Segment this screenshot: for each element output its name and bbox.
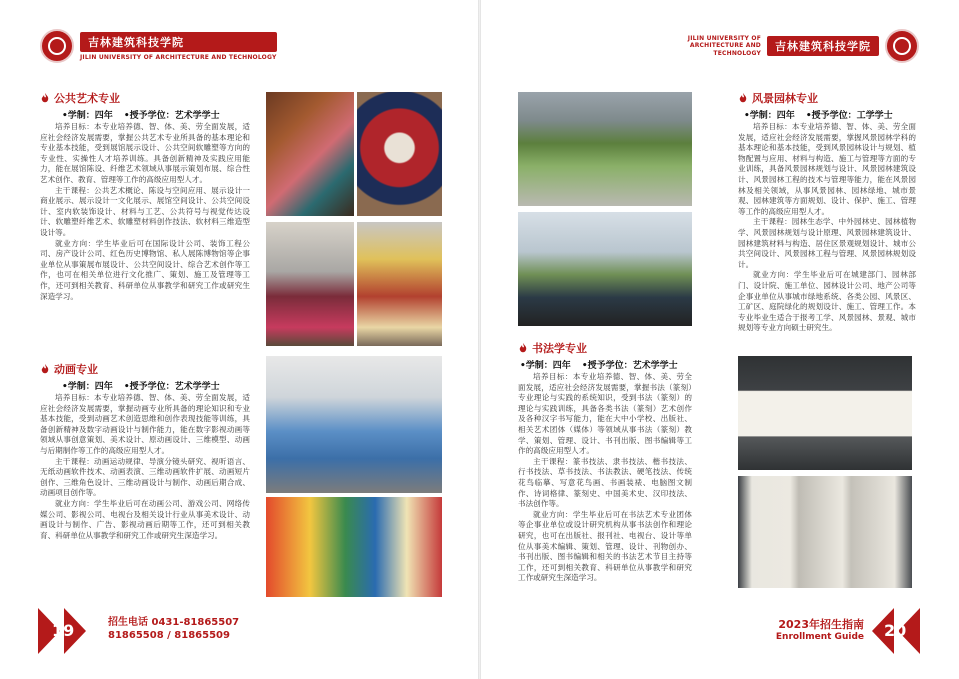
career-direction: 就业方向：学生毕业后可在动画公司、游戏公司、网络传媒公司、影视公司、电视台及相关设计行业从事美术设计、动画设计与制作、广告、影视动画后期等工作，还可到相关教育、科研单位从事教学和研究工作或研究生深造学习。 bbox=[40, 498, 250, 540]
career-direction: 就业方向：学生毕业后可在书法艺术专业团体等企事业单位或设计研究机构从事书法创作和理论研究，也可在出版社、报刊社、电视台、设计等单位从事美术编辑、策划、管理、设计、刊物创办、书刊出版、图书编辑和相关的书法艺术节目主持等工作，还可到相关教育、科研单位从事教学和研究工作或研究生深造学习。 bbox=[518, 509, 692, 583]
enrollment-phone: 招生电话 0431-81865507 81865508 / 81865509 bbox=[108, 617, 240, 641]
page-number: 20 bbox=[884, 621, 907, 640]
section-title: 公共艺术专业 bbox=[40, 90, 250, 106]
header-left bbox=[40, 28, 277, 64]
section-animation bbox=[40, 361, 250, 541]
training-goal: 培养目标：本专业培养德、智、体、美、劳全面发展，适应社会经济发展需要，掌握动画专业所具备的理论知识和专业基本技能，受到动画艺术创造思维和创作表现技能等训练，具备创新精神及数字动画设计与制作能力，能在数字影视动画等领域从事创意策划、美术设计、原动画设计、三维模型、动画与后期制作等工作的高级应用型人才。 bbox=[40, 393, 250, 455]
flame-icon bbox=[40, 364, 50, 374]
enrollment-guide: 2023年招生指南 Enrollment Guide bbox=[775, 618, 864, 642]
page-number: 19 bbox=[52, 621, 75, 640]
section-public-art bbox=[40, 90, 250, 302]
header-right bbox=[671, 28, 919, 64]
brand-en: JILIN UNIVERSITY OF ARCHITECTURE AND TECHNOLOGY bbox=[687, 35, 761, 57]
main-courses: 主干课程：动画运动规律、导演分镜头研究、视听语言、无纸动画软件技术、动画表演、三维动画软件扩展、动画短片创作、三维角色设计、三维动画设计与制作、动画后期合成、动画项目创作等。 bbox=[40, 456, 250, 498]
section-calligraphy bbox=[518, 340, 692, 584]
main-courses: 主干课程：篆书技法、隶书技法、楷书技法、行书技法、草书技法、书法教法、硬笔技法、传统花鸟临摹、写意花鸟画、书画装裱、电脑图文制作、诗词格律、篆刻史、中国美术史、汉印技法、书法创作等。 bbox=[518, 456, 692, 509]
section-meta: •学制：四年 •授予学位：工学学士 bbox=[744, 111, 893, 121]
training-goal: 培养目标：本专业培养德、智、体、美、劳全面发展，适应社会经济发展需要，掌握风景园林学科的基本理论和基本技能，受到风景园林设计与规划、植物配置与应用、材料与构造、施工与管理等方面的专业训练，具备风景园林规划与设计、风景园林建筑设计、风景园林工程的技术与管理等能力，能在风景园林及相关领域，从事风景园林、园林绿地、城市景观、园林建筑等方面规划、设计、保护、施工、管理等工作的高级应用型人才。 bbox=[738, 122, 916, 216]
university-seal-icon bbox=[885, 29, 919, 63]
main-courses: 主干课程：公共艺术概论、陈设与空间应用、展示设计一商业展示、展示设计一文化展示、展馆空间设计、公共空间设计、室内软装饰设计、材料与工艺、公共符号与视觉传达设计、软雕塑纤维艺术、软雕塑材料创作技法、软材料三维造型设计等。 bbox=[40, 185, 250, 237]
photo-calligraphy-gallery bbox=[738, 476, 912, 588]
section-meta: •学制：四年 •授予学位：艺术学学士 bbox=[62, 111, 220, 121]
photo-public-art-textile bbox=[357, 92, 442, 216]
photo-animation-illustration bbox=[266, 497, 442, 597]
brand bbox=[80, 32, 277, 61]
flame-icon bbox=[518, 343, 528, 353]
section-meta: •学制：四年 •授予学位：艺术学学士 bbox=[520, 361, 678, 371]
page-number-badge bbox=[38, 608, 90, 654]
page-number-badge bbox=[868, 608, 920, 654]
brand-cn: 吉林建筑科技学院 bbox=[767, 36, 879, 56]
flame-icon bbox=[40, 93, 50, 103]
photo-calligraphy-exhibition bbox=[738, 356, 912, 470]
training-goal: 培养目标：本专业培养德、智、体、美、劳全面发展，适应社会经济发展需要，掌握公共艺术专业所具备的基本理论和专业基本技能，受到展馆展示设计、公共空间软雕塑等方向的专业性、实操性人才培养训练。具备创新精神及实践应用能力，能在展馆陈设、纤维艺术领域从事展示策划布展、综合性艺术创作、教育、管理等工作的高级应用型人才。 bbox=[40, 122, 250, 184]
right-page bbox=[480, 0, 959, 679]
photo-landscape-rendering bbox=[518, 212, 692, 326]
flame-icon bbox=[738, 93, 748, 103]
section-title: 风景园林专业 bbox=[738, 90, 916, 106]
main-courses: 主干课程：园林生态学、中外园林史、园林植物学、风景园林规划与设计原理、风景园林建筑设计、园林建筑材料与构造、居住区景观规划设计、城市公共空间设计、风景园林工程与管理、风景园林规划设计。 bbox=[738, 217, 916, 269]
career-direction: 就业方向：学生毕业后可在国际设计公司、装饰工程公司、房产设计公司、红色历史博物馆、私人展陈博物馆等企事业单位从事策展布展设计、公共空间设计、综合艺术创作等工作，也可在相关单位进行文化推广、策划、施工及管理等工作，还可到相关教育、科研单位从事教学和研究工作或研究生深造学习。 bbox=[40, 238, 250, 301]
brand bbox=[671, 35, 879, 57]
section-landscape bbox=[738, 90, 916, 334]
left-page bbox=[0, 0, 479, 679]
photo-animation-deer-sculpture bbox=[266, 356, 442, 493]
university-seal-icon bbox=[40, 29, 74, 63]
career-direction: 就业方向：学生毕业后可在城建部门、园林部门、设计院、施工单位、园林设计公司、地产公司等企事业单位从事城市绿地系统、各类公园、风景区、工矿区、庭院绿化的规划设计、施工、管理工作。本专业毕业生适合于报考工学、风景园林、景观、城市规划等专业方向硕士研究生。 bbox=[738, 270, 916, 333]
training-goal: 培养目标：本专业培养德、智、体、美、劳全面发展，适应社会经济发展需要，掌握书法（篆刻）专业理论与实践的系统知识，受到书法（篆刻）的理论与实践训练，具备各类书法（篆刻）艺术创作及各种汉字书写能力，能在大中小学校、出版社、相关艺术团体（媒体）等领域从事书法（篆刻）教学、策划、管理、设计、书刊出版、图书编辑等工作的高级应用型人才。 bbox=[518, 372, 692, 456]
photo-public-art-pillows bbox=[266, 92, 354, 216]
section-title: 书法学专业 bbox=[518, 340, 692, 356]
section-title: 动画专业 bbox=[40, 361, 250, 377]
photo-public-art-flower-panel bbox=[266, 222, 354, 346]
photo-landscape-rooftop bbox=[518, 92, 692, 206]
brand-cn: 吉林建筑科技学院 bbox=[80, 32, 277, 52]
brand-en: JILIN UNIVERSITY OF ARCHITECTURE AND TECHNOLOGY bbox=[80, 53, 277, 61]
photo-public-art-lamp bbox=[357, 222, 442, 346]
section-meta: •学制：四年 •授予学位：艺术学学士 bbox=[62, 382, 220, 392]
